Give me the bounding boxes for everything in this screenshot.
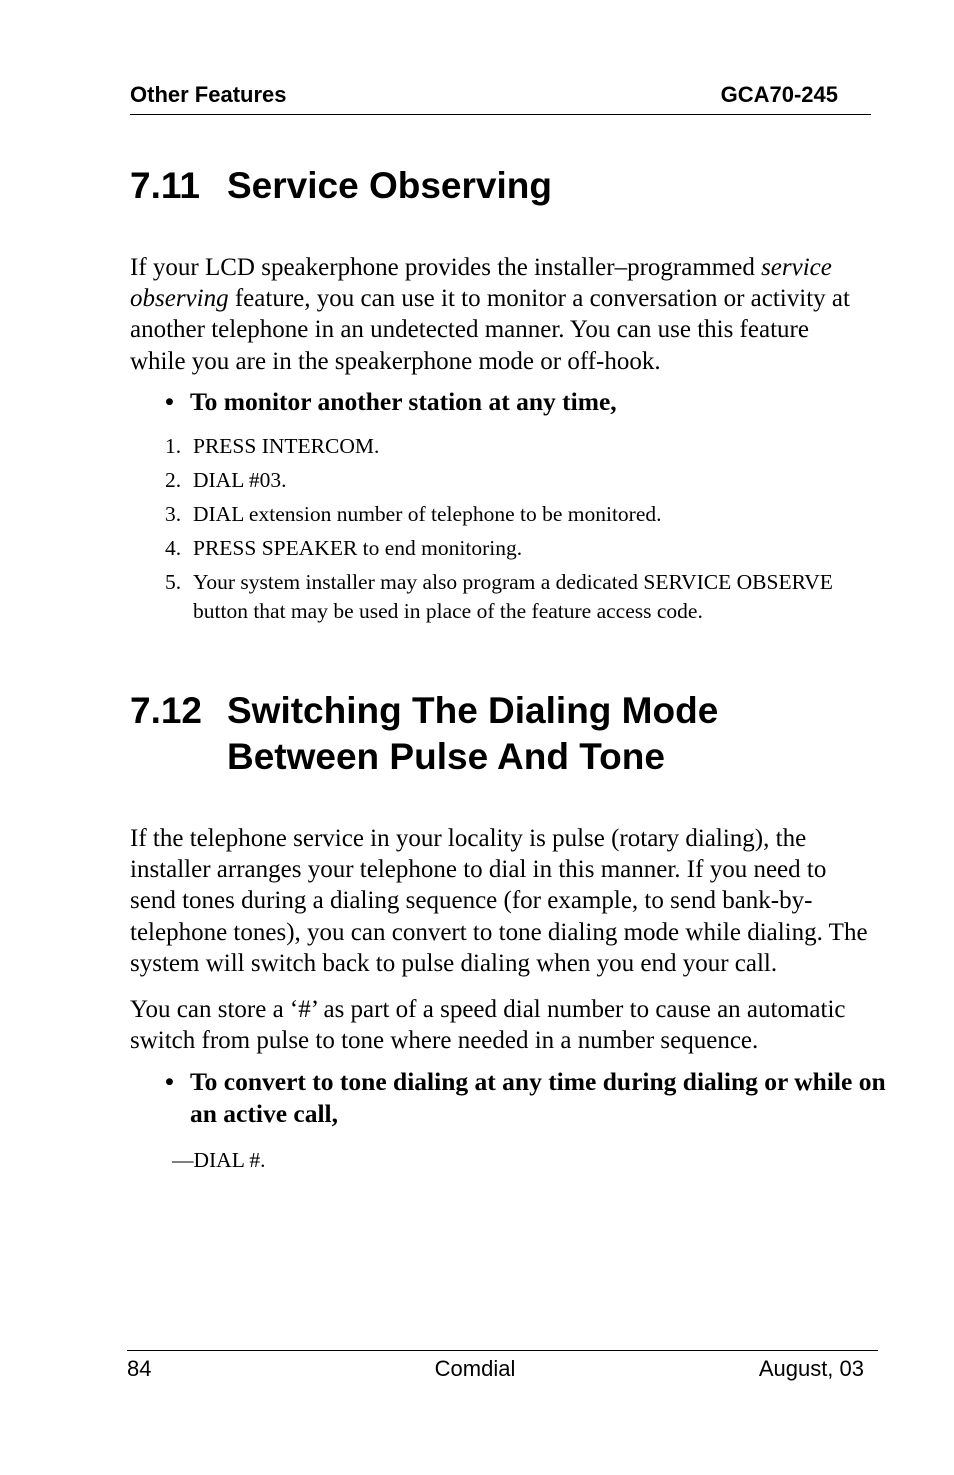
- step-number: 2.: [165, 468, 182, 492]
- step-text: DIAL extension number of telephone to be monitored.: [193, 502, 662, 526]
- step-number: 3.: [165, 502, 182, 526]
- bullet-dot: •: [165, 387, 174, 416]
- section-title-line-1: Switching The Dialing Mode: [227, 690, 719, 731]
- list-item: [165, 500, 845, 529]
- section-7-12-paragraph-1: If the telephone service in your locality is pulse (rotary dialing), the installer arranges your telephone to dial in this manner. If you need to send tones during a dialing sequence (for example, to send bank-by-telephone tones), you can convert to tone dialing mode while dialing. The system will switch back to pulse dialing when you end your call.: [130, 825, 868, 977]
- paragraph-text-start: If your LCD speakerphone provides the installer–programmed: [130, 254, 762, 281]
- list-item: [165, 466, 845, 495]
- step-text: Your system installer may also program a dedicated SERVICE OBSERVE button that may be used in place of the feature access code.: [193, 570, 833, 623]
- section-7-11-bullet: [165, 386, 910, 418]
- footer-publisher: Comdial: [434, 1356, 516, 1381]
- monitor-steps-list: [165, 432, 845, 631]
- section-7-12-paragraph-2: You can store a ‘#’ as part of a speed dial number to cause an automatic switch from pulse to tone where needed in a number sequence.: [130, 996, 846, 1055]
- section-number: 7.12: [130, 690, 203, 731]
- step-number: 4.: [165, 536, 182, 560]
- bullet-dot: •: [165, 1067, 174, 1096]
- section-7-11-paragraph: [130, 252, 870, 377]
- footer-date: August, 03: [758, 1356, 864, 1381]
- feature-name-emphasis: service observing: [130, 254, 832, 313]
- list-item: [165, 534, 845, 563]
- section-number: 7.11: [130, 165, 200, 206]
- step-text: DIAL #03.: [193, 468, 287, 492]
- list-item: [165, 432, 845, 461]
- step-number: 1.: [165, 434, 182, 458]
- header-rule: [130, 114, 871, 115]
- step-text: PRESS SPEAKER to end monitoring.: [193, 536, 523, 560]
- bullet-text: To convert to tone dialing at any time during dialing or while on an active call,: [190, 1067, 886, 1128]
- section-7-12-heading: [130, 688, 718, 780]
- page-number: 84: [127, 1356, 152, 1381]
- step-text: PRESS INTERCOM.: [193, 434, 380, 458]
- section-7-11-heading: [130, 163, 552, 209]
- step-number: 5.: [165, 570, 182, 594]
- footer-rule: [127, 1350, 878, 1351]
- bullet-text: To monitor another station at any time,: [190, 387, 617, 416]
- section-7-12-bullet: [165, 1066, 910, 1130]
- running-header-doc-id: GCA70-245: [720, 82, 838, 107]
- paragraph-text-end: feature, you can use it to monitor a conversation or activity at another telephone in an undetected manner. You can use this feature while you are in the speakerphone mode or off-hook.: [130, 285, 850, 375]
- section-title-line-2: Between Pulse And Tone: [227, 736, 665, 777]
- section-title: Service Observing: [227, 165, 552, 206]
- running-header-section: Other Features: [130, 82, 287, 107]
- dial-instruction: —DIAL #.: [172, 1148, 266, 1172]
- list-item: [165, 568, 845, 626]
